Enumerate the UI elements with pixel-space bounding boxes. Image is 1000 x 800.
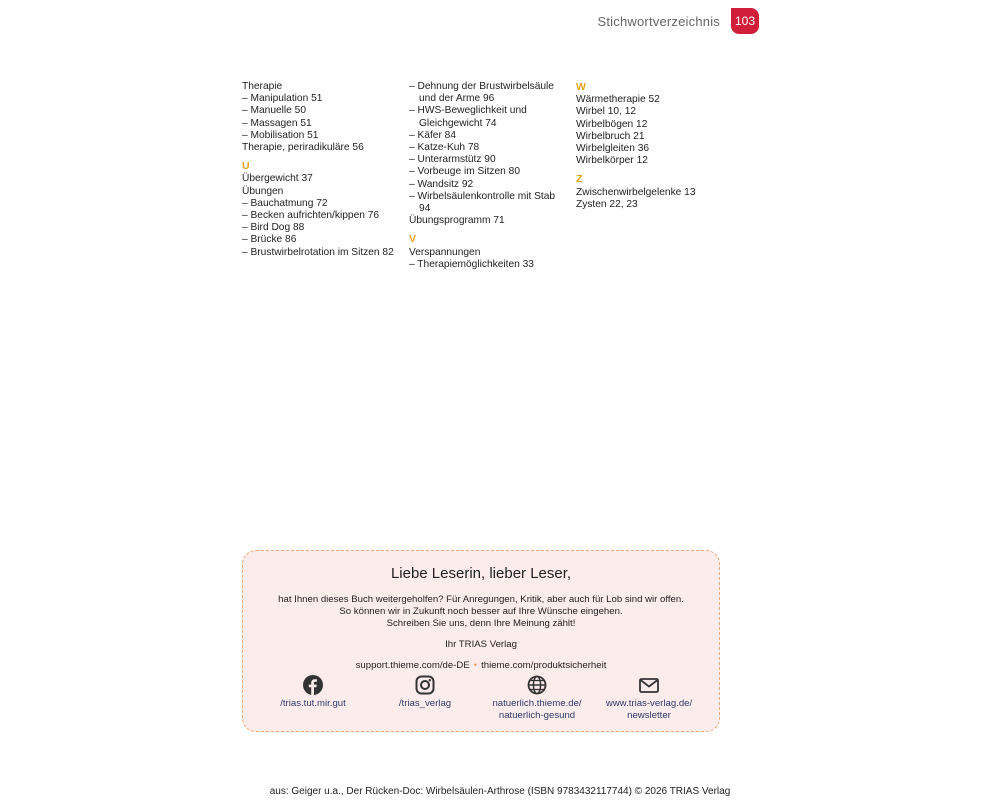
index-entry: Wärmetherapie 52: [576, 94, 660, 106]
notice-signature: Ihr TRIAS Verlag: [445, 639, 517, 650]
page-number-badge: 103: [731, 8, 759, 34]
instagram-handle: /trias_verlag: [398, 698, 452, 709]
website-link[interactable]: [482, 675, 592, 722]
notice-line-3: Schreiben Sie uns, denn Ihre Meinung zählt!: [386, 618, 576, 629]
instagram-link[interactable]: [370, 675, 480, 722]
website-url-line-2: natuerlich-gesund: [498, 710, 576, 721]
running-header-title: Stichwortverzeichnis: [597, 14, 720, 29]
source-footer: aus: Geiger u.a., Der Rücken-Doc: Wirbelsäulen-Arthrose (ISBN 9783432117744) © 2026 TRIAS Verlag: [269, 786, 731, 797]
index-subentry: – Manipulation 51: [242, 93, 323, 105]
newsletter-link[interactable]: [594, 675, 704, 722]
index-subentry: – Katze-Kuh 78: [409, 142, 480, 154]
index-entry: Therapie: [242, 81, 283, 92]
index-entry: Therapie, periradikuläre 56: [242, 142, 364, 154]
index-subentry: – Bauchatmung 72: [242, 197, 328, 209]
index-entry: Wirbelgleiten 36: [576, 143, 650, 155]
facebook-link[interactable]: [258, 675, 368, 722]
index-list: [576, 187, 736, 211]
index-subentry: – Mobilisation 51: [242, 129, 319, 141]
index-list: [242, 81, 402, 154]
index-letter-v: V: [409, 233, 417, 246]
index-list: [242, 173, 402, 258]
notice-links: [243, 660, 719, 672]
index-subentry: – Therapiemöglichkeiten 33: [409, 258, 534, 270]
index-subentry: – Vorbeuge im Sitzen 80: [409, 166, 521, 178]
index-entry: Verspannungen: [409, 246, 481, 258]
index-entry: Wirbelbögen 12: [576, 118, 648, 130]
index-entry: Zwischenwirbelgelenke 13: [576, 186, 696, 198]
index-subentry: – Becken aufrichten/kippen 76: [242, 210, 380, 222]
newsletter-url-line-1: www.trias-verlag.de/: [605, 698, 693, 709]
index-subentry: – Wandsitz 92: [409, 178, 474, 190]
index-subentry: – Unterarmstütz 90: [409, 154, 496, 166]
index-entry: Wirbel 10, 12: [576, 106, 637, 118]
index-subentry: – Dehnung der Brustwirbelsäule und der Arme 96: [409, 81, 554, 105]
link-separator: •: [473, 660, 478, 671]
index-subentry: – Manuelle 50: [242, 105, 307, 117]
index-column-1: [242, 81, 402, 259]
index-subentry: – Brustwirbelrotation im Sitzen 82: [242, 246, 394, 258]
index-entry: Wirbelkörper 12: [576, 155, 648, 167]
website-url-line-1: natuerlich.thieme.de/: [492, 698, 582, 709]
index-column-3: [576, 81, 736, 211]
notice-title: Liebe Leserin, lieber Leser,: [390, 565, 572, 582]
index-letter-w: W: [576, 81, 586, 93]
social-links: [243, 675, 719, 722]
product-safety-link[interactable]: thieme.com/produktsicherheit: [481, 660, 607, 671]
index-list: [409, 247, 569, 271]
index-letter-z: Z: [576, 173, 583, 186]
index-subentry: – Brücke 86: [242, 234, 297, 246]
index-entry: Übergewicht 37: [242, 173, 313, 185]
index-subentry: – Wirbelsäulenkontrolle mit Stab 94: [409, 190, 556, 215]
index-subentry: – Massagen 51: [242, 117, 312, 129]
index-entry: Zysten 22, 23: [576, 198, 638, 210]
index-entry: Wirbelbruch 21: [576, 130, 645, 142]
notice-line-1: hat Ihnen dieses Buch weitergeholfen? Für Anregungen, Kritik, aber auch für Lob sind wir offen.: [278, 594, 684, 605]
reader-notice-box: [242, 550, 720, 732]
index-entry: Übungsprogramm 71: [409, 215, 505, 227]
mail-icon: [638, 675, 660, 695]
index-list: [576, 94, 736, 167]
index-list: [409, 81, 569, 227]
notice-line-2: So können wir in Zukunft noch besser auf Ihre Wünsche eingehen.: [339, 606, 623, 617]
index-subentry: – HWS-Beweglichkeit und Gleichgewicht 74: [409, 105, 527, 129]
index-subentry: – Bird Dog 88: [242, 222, 305, 234]
globe-icon: [527, 675, 547, 695]
index-letter-u: U: [242, 160, 250, 173]
instagram-icon: [415, 675, 435, 695]
facebook-handle: /trias.tut.mir.gut: [280, 698, 346, 709]
index-column-2: [409, 81, 569, 271]
support-link[interactable]: support.thieme.com/de-DE: [355, 660, 470, 671]
index-subentry: – Käfer 84: [409, 129, 457, 141]
newsletter-url-line-2: newsletter: [627, 710, 671, 721]
facebook-icon: [303, 675, 323, 695]
index-entry: Übungen: [242, 185, 284, 197]
